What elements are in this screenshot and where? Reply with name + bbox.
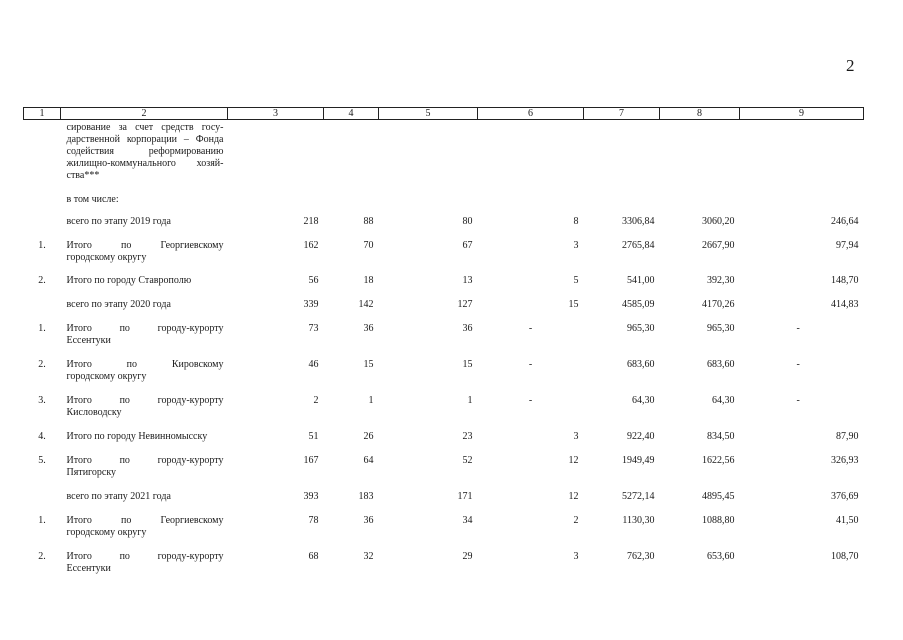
table-row <box>24 551 864 587</box>
row-label <box>61 275 228 299</box>
cell-col3: 73 <box>308 323 319 334</box>
cell-col6: 2 <box>573 515 579 526</box>
cell-col4: 183 <box>358 491 374 502</box>
subheading-row <box>24 182 864 216</box>
row-label-line1: всего по этапу 2021 года <box>66 491 171 502</box>
column-header: 1 <box>24 108 61 120</box>
intro-text: сирование за счет средств госу-дарственной корпорации – Фонда содействия реформированию жилищно-коммунального хозяй-ства*** <box>66 122 224 181</box>
row-label-line2: Пятигорску <box>66 467 117 478</box>
cell-col4: 64 <box>363 455 374 466</box>
cell-col4: 32 <box>363 551 374 562</box>
cell-col6: - <box>528 395 533 406</box>
column-header: 8 <box>660 108 740 120</box>
row-index: 4. <box>38 431 46 442</box>
cell-col7: 762,30 <box>627 551 655 562</box>
row-label <box>61 551 228 587</box>
cell-col3: 339 <box>303 299 319 310</box>
row-index: 1. <box>38 323 46 334</box>
row-index: 1. <box>38 240 46 251</box>
cell-col9: 97,94 <box>836 240 859 251</box>
cell-col5: 13 <box>462 275 473 286</box>
table-row <box>24 431 864 455</box>
column-header: 4 <box>324 108 379 120</box>
row-index: 1. <box>38 515 46 526</box>
row-label-line1: всего по этапу 2019 года <box>66 216 171 227</box>
row-label <box>61 431 228 455</box>
row-label-line1: всего по этапу 2020 года <box>66 299 171 310</box>
row-index <box>24 299 61 323</box>
row-label-line1: Итого по Кировскому <box>66 359 224 370</box>
cell-col4: 1 <box>368 395 374 406</box>
cell-col3: 78 <box>308 515 319 526</box>
cell-col8: 4170,26 <box>702 299 735 310</box>
cell-col4: 26 <box>363 431 374 442</box>
row-index: 2. <box>38 275 46 286</box>
cell-col9: 414,83 <box>831 299 859 310</box>
cell-col5: 15 <box>462 359 473 370</box>
cell-col6: 15 <box>568 299 579 310</box>
row-label <box>61 323 228 359</box>
cell-col5: 67 <box>462 240 473 251</box>
cell-col7: 5272,14 <box>622 491 655 502</box>
cell-col5: 80 <box>462 216 473 227</box>
table-row <box>24 491 864 515</box>
row-index: 2. <box>38 551 46 562</box>
table-row <box>24 395 864 431</box>
cell-col8: 64,30 <box>712 395 735 406</box>
column-header: 5 <box>379 108 478 120</box>
row-index <box>24 216 61 240</box>
cell-col7: 1130,30 <box>622 515 655 526</box>
table-row <box>24 359 864 395</box>
cell-col6: - <box>528 323 533 334</box>
intro-row <box>24 120 864 183</box>
data-table <box>23 107 864 587</box>
row-label <box>61 299 228 323</box>
cell-col6: - <box>528 359 533 370</box>
cell-col7: 3306,84 <box>622 216 655 227</box>
cell-col8: 653,60 <box>707 551 735 562</box>
row-label-line1: Итого по городу-курорту <box>66 455 224 466</box>
cell-col5: 1 <box>467 395 473 406</box>
cell-col3: 393 <box>303 491 319 502</box>
row-label-line1: Итого по городу Невинномысску <box>66 431 208 442</box>
row-label-line2: Кисловодску <box>66 407 122 418</box>
cell-col8: 2667,90 <box>702 240 735 251</box>
cell-col4: 15 <box>363 359 374 370</box>
cell-col6: 12 <box>568 455 579 466</box>
cell-col6: 5 <box>573 275 579 286</box>
cell-col9: 108,70 <box>831 551 859 562</box>
cell-col9: 376,69 <box>831 491 859 502</box>
cell-col9: 326,93 <box>831 455 859 466</box>
cell-col7: 541,00 <box>627 275 655 286</box>
subheading-text: в том числе: <box>66 194 119 205</box>
row-label-line1: Итого по городу-курорту <box>66 395 224 406</box>
table-row <box>24 323 864 359</box>
cell-col6: 8 <box>573 216 579 227</box>
column-header: 9 <box>740 108 864 120</box>
cell-col5: 52 <box>462 455 473 466</box>
cell-col3: 167 <box>303 455 319 466</box>
row-index: 5. <box>38 455 46 466</box>
cell-col9: - <box>796 395 800 406</box>
cell-col5: 127 <box>457 299 473 310</box>
row-label-line1: Итого по Георгиевскому <box>66 515 224 526</box>
cell-col7: 1949,49 <box>622 455 655 466</box>
cell-col7: 2765,84 <box>622 240 655 251</box>
cell-col7: 922,40 <box>627 431 655 442</box>
row-label-line1: Итого по городу-курорту <box>66 323 224 334</box>
row-label-line2: городскому округу <box>66 252 147 263</box>
cell-col4: 88 <box>363 216 374 227</box>
cell-col6: 12 <box>568 491 579 502</box>
row-label-line1: Итого по Георгиевскому <box>66 240 224 251</box>
cell-col8: 834,50 <box>707 431 735 442</box>
column-header: 7 <box>584 108 660 120</box>
cell-col4: 70 <box>363 240 374 251</box>
cell-col3: 51 <box>308 431 319 442</box>
row-label <box>61 359 228 395</box>
cell-col9: - <box>796 323 800 334</box>
cell-col8: 392,30 <box>707 275 735 286</box>
cell-col5: 171 <box>457 491 473 502</box>
row-index <box>24 491 61 515</box>
cell-col5: 23 <box>462 431 473 442</box>
cell-col6: 3 <box>573 240 579 251</box>
cell-col8: 965,30 <box>707 323 735 334</box>
cell-col9: 148,70 <box>831 275 859 286</box>
cell-col9: 246,64 <box>831 216 859 227</box>
row-label-line2: городскому округу <box>66 371 147 382</box>
row-label-line1: Итого по городу Ставрополю <box>66 275 192 286</box>
cell-col7: 64,30 <box>632 395 655 406</box>
row-label <box>61 491 228 515</box>
column-header: 2 <box>61 108 228 120</box>
cell-col8: 4895,45 <box>702 491 735 502</box>
cell-col5: 29 <box>462 551 473 562</box>
column-header: 3 <box>228 108 324 120</box>
cell-col7: 965,30 <box>627 323 655 334</box>
column-number-header-row <box>24 108 864 120</box>
table-row <box>24 240 864 275</box>
row-index: 2. <box>38 359 46 370</box>
cell-col8: 683,60 <box>707 359 735 370</box>
cell-col6: 3 <box>573 551 579 562</box>
cell-col6: 3 <box>573 431 579 442</box>
row-label-line2: Ессентуки <box>66 335 111 346</box>
cell-col4: 18 <box>363 275 374 286</box>
cell-col3: 2 <box>313 395 319 406</box>
cell-col5: 34 <box>462 515 473 526</box>
cell-col3: 56 <box>308 275 319 286</box>
cell-col3: 218 <box>303 216 319 227</box>
row-label <box>61 216 228 240</box>
cell-col4: 142 <box>358 299 374 310</box>
cell-col8: 1088,80 <box>702 515 735 526</box>
row-label <box>61 515 228 551</box>
row-label-line2: городскому округу <box>66 527 147 538</box>
table-row <box>24 275 864 299</box>
row-label <box>61 455 228 491</box>
table-row <box>24 216 864 240</box>
cell-col4: 36 <box>363 323 374 334</box>
page-number: 2 <box>846 56 855 75</box>
row-label <box>61 240 228 275</box>
row-index: 3. <box>38 395 46 406</box>
row-label <box>61 395 228 431</box>
row-label-line1: Итого по городу-курорту <box>66 551 224 562</box>
cell-col3: 46 <box>308 359 319 370</box>
cell-col8: 1622,56 <box>702 455 735 466</box>
cell-col9: 87,90 <box>836 431 859 442</box>
table-row <box>24 455 864 491</box>
table-row <box>24 299 864 323</box>
cell-col5: 36 <box>462 323 473 334</box>
cell-col3: 68 <box>308 551 319 562</box>
cell-col9: 41,50 <box>836 515 859 526</box>
cell-col3: 162 <box>303 240 319 251</box>
column-header: 6 <box>478 108 584 120</box>
cell-col7: 683,60 <box>627 359 655 370</box>
cell-col9: - <box>796 359 800 370</box>
table-row <box>24 515 864 551</box>
cell-col7: 4585,09 <box>622 299 655 310</box>
cell-col8: 3060,20 <box>702 216 735 227</box>
row-label-line2: Ессентуки <box>66 563 111 574</box>
cell-col4: 36 <box>363 515 374 526</box>
